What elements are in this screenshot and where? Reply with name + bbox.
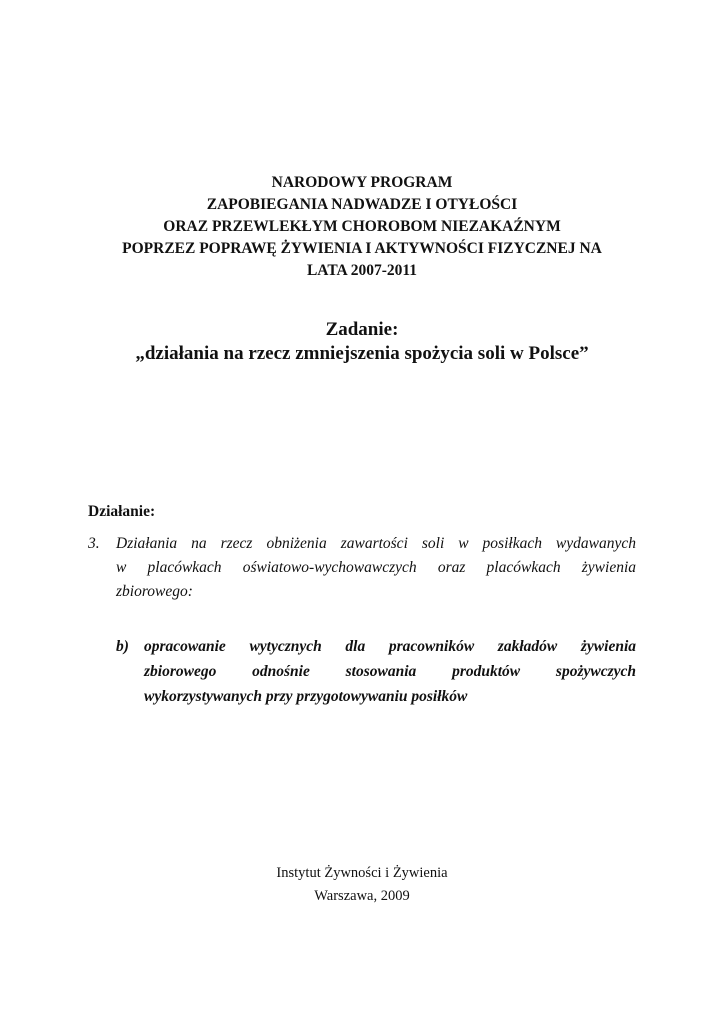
footer-place-date: Warszawa, 2009 [314, 888, 410, 904]
action-text [116, 532, 636, 604]
task-title: „działania na rzecz zmniejszenia spożycia soli w Polsce” [135, 343, 589, 364]
task-block [40, 318, 684, 366]
action-heading: Działanie: [88, 503, 156, 520]
sub-item [116, 634, 636, 709]
program-title-line: ORAZ PRZEWLEKŁYM CHOROBOM NIEZAKAŹNYM [163, 218, 561, 235]
action-item [88, 532, 636, 604]
program-title-line: NARODOWY PROGRAM [271, 174, 453, 191]
program-title-line: LATA 2007-2011 [306, 262, 418, 279]
sub-item-text-line: opracowanie wytycznych dla pracowników zakładów żywienia [144, 638, 636, 655]
program-title-line: ZAPOBIEGANIA NADWADZE I OTYŁOŚCI [206, 196, 518, 213]
action-text-line: w placówkach oświatowo-wychowawczych oraz placówkach żywienia [116, 559, 636, 576]
footer-institution: Instytut Żywności i Żywienia [276, 865, 448, 881]
sub-item-letter: b) [116, 638, 129, 655]
program-title-line: POPRZEZ POPRAWĘ ŻYWIENIA I AKTYWNOŚCI FIZYCZNEJ NA [122, 240, 602, 257]
action-text-line: zbiorowego: [116, 583, 193, 600]
program-title [60, 172, 664, 282]
task-label: Zadanie: [325, 319, 399, 340]
sub-item-text-line: wykorzystywanych przy przygotowywaniu posiłków [144, 688, 468, 705]
footer [60, 862, 664, 908]
action-text-line: Działania na rzecz obniżenia zawartości soli w posiłkach wydawanych [116, 535, 636, 552]
sub-item-text-line: zbiorowego odnośnie stosowania produktów spożywczych [144, 663, 636, 680]
sub-item-text [144, 634, 636, 709]
action-number: 3. [88, 535, 100, 552]
